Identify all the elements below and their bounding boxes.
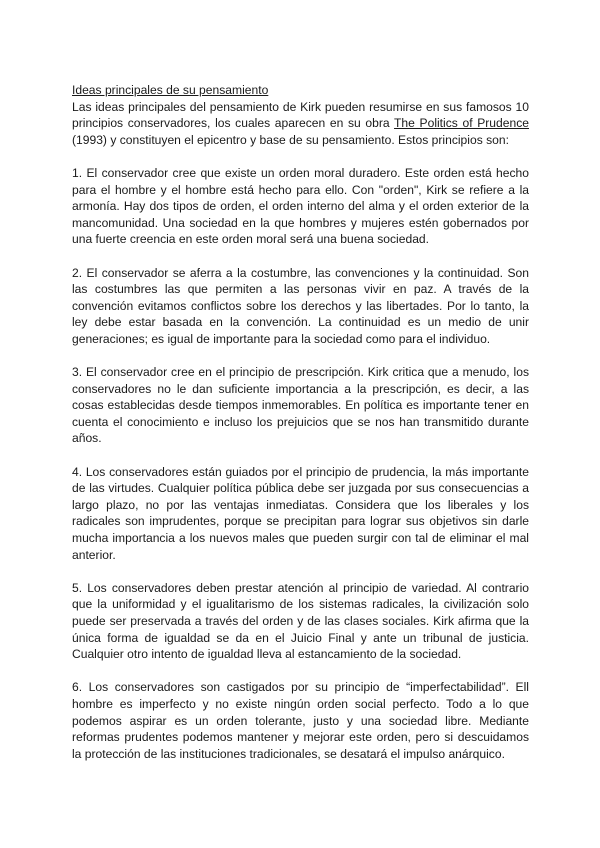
book-title-link: The Politics of Prudence [394, 116, 529, 131]
principle-paragraph: 5. Los conservadores deben prestar atención al principio de variedad. Al contrario que la uniformidad y el igualitarismo de los sistemas radicales, la civilización solo puede ser preservada a través del orden y de las clases sociales. Kirk afirma que la única forma de igualdad se da en el Juicio Final y ante un tribunal de justicia. Cualquier otro intento de igualdad lleva al estancamiento de la sociedad. [72, 580, 529, 662]
intro-text-after: (1993) y constituyen el epicentro y base de su pensamiento. Estos principios son: [72, 132, 509, 147]
principle-paragraph: 6. Los conservadores son castigados por su principio de “imperfectabilidad”. Ell hombre es imperfecto y no existe ningún orden social perfecto. Todo a lo que podemos aspirar es un orden tolerante, justo y una sociedad libre. Mediante reformas prudentes podemos mantener y mejorar este orden, pero si descuidamos la protección de las instituciones tradicionales, se desatará el impulso anárquico. [72, 680, 529, 761]
principle-paragraph: 4. Los conservadores están guiados por el principio de prudencia, la más importante de las virtudes. Cualquier política pública debe ser juzgada por sus consecuencias a largo plazo, no por las ventajas inmediatas. Considera que los liberales y los radicales son imprudentes, porque se precipitan para lograr sus objetivos sin darle mucha importancia a los nuevos males que pueden surgir con tal de eliminar el mal anterior. [72, 464, 529, 562]
principle-paragraph: 3. El conservador cree en el principio de prescripción. Kirk critica que a menudo, los conservadores no le dan suficiente importancia a la prescripción, es decir, a las cosas establecidas desde tiempos inmemorables. En política es importante tener en cuenta el conocimiento e incluso los prejuicios que se nos han transmitido durante años. [72, 365, 529, 446]
intro-text-before: Las ideas principales del pensamiento de Kirk pueden resumirse en sus famosos 10 principios conservadores, los cuales aparecen en su obra [72, 99, 529, 131]
section-title: Ideas principales de su pensamiento [72, 83, 269, 97]
principle-paragraph: 1. El conservador cree que existe un orden moral duradero. Este orden está hecho para el hombre y el hombre está hecho para ello. Con "orden", Kirk se refiere a la armonía. Hay dos tipos de orden, el orden interno del alma y el orden exterior de la mancomunidad. Una sociedad en la que hombres y mujeres estén gobernados por una fuerte creencia en este orden moral será una buena sociedad. [72, 165, 529, 247]
principle-paragraph: 2. El conservador se aferra a la costumbre, las convenciones y la continuidad. Son las costumbres las que permiten a las personas vivir en paz. A través de la convención evitamos conflictos sobre los derechos y las libertades. Por lo tanto, la ley debe estar basada en la convención. La continuidad es un medio de unir generaciones; es igual de importante para la sociedad como para el individuo. [72, 265, 529, 346]
intro-paragraph [72, 99, 529, 149]
